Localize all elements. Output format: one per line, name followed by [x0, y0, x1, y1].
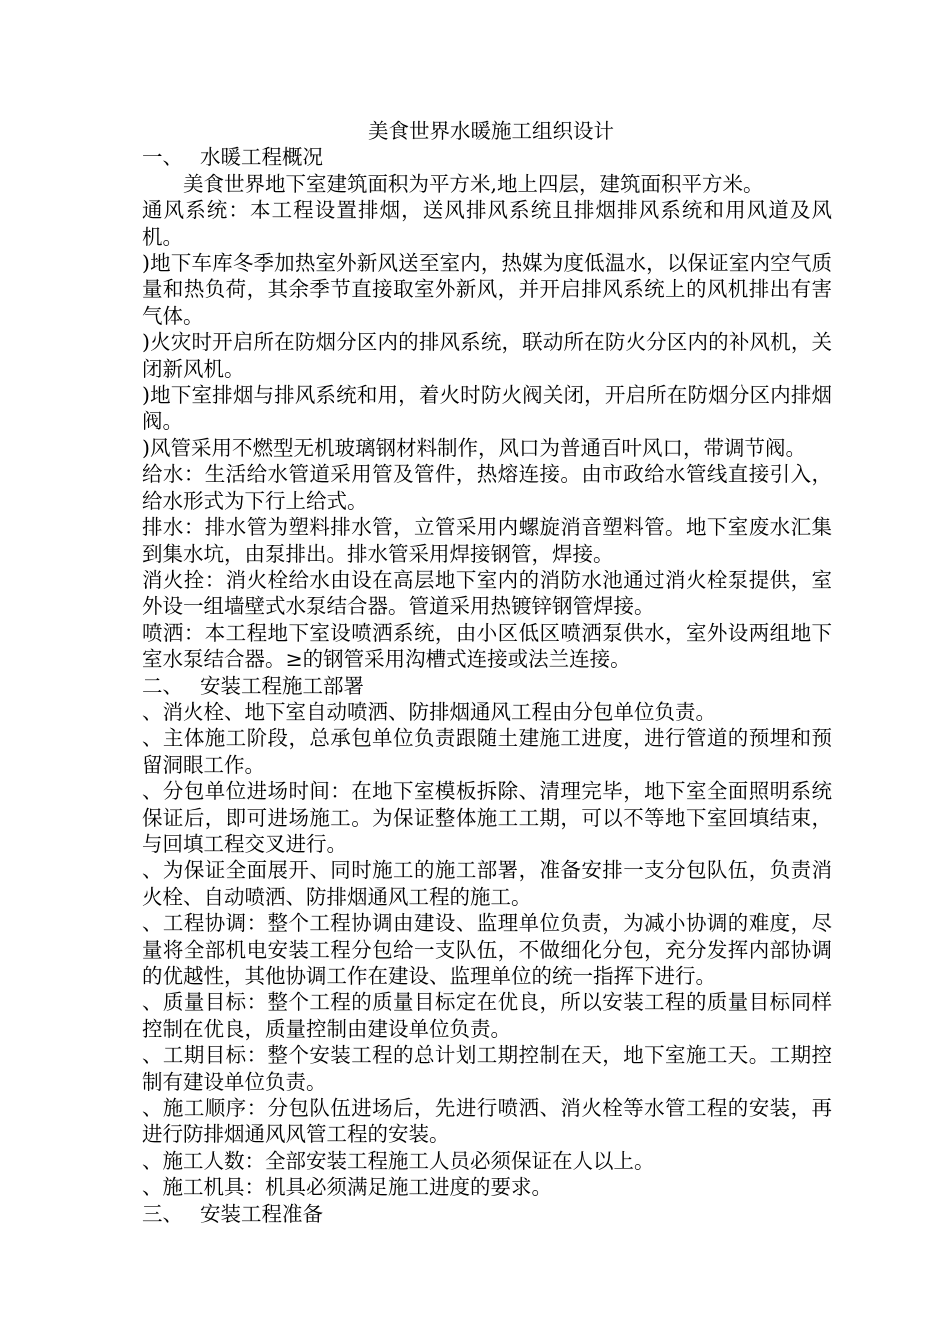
- section-title-3: 安装工程准备: [200, 1201, 323, 1226]
- paragraph: 通风系统：本工程设置排烟，送风排风系统且排烟排风系统和用风道及风机。: [142, 198, 832, 249]
- paragraph: )风管采用不燃型无机玻璃钢材料制作，风口为普通百叶风口，带调节阀。: [142, 435, 806, 460]
- paragraph: 美食世界地下室建筑面积为平方米,地上四层，建筑面积平方米。: [183, 171, 764, 196]
- paragraph: 、施工人数：全部安装工程施工人员必须保证在人以上。: [142, 1148, 655, 1173]
- document-page: [142, 118, 832, 1227]
- paragraph: 给水：生活给水管道采用管及管件，热熔连接。由市政给水管线直接引入，给水形式为下行上给式。: [142, 462, 832, 513]
- section-number-3: 三、: [142, 1201, 183, 1226]
- paragraph: 、工程协调：整个工程协调由建设、监理单位负责，为减小协调的难度，尽量将全部机电安装工程分包给一支队伍，不做细化分包，充分发挥内部协调的优越性，其他协调工作在建设、监理单位的统一指挥下进行。: [142, 911, 832, 988]
- section-heading-2: [142, 673, 832, 699]
- paragraph: 喷洒：本工程地下室设喷洒系统，由小区低区喷洒泵供水，室外设两组地下室水泵结合器。≥的钢管采用沟槽式连接或法兰连接。: [142, 620, 832, 672]
- paragraph: 、主体施工阶段，总承包单位负责跟随土建施工进度，进行管道的预埋和预留洞眼工作。: [142, 726, 832, 777]
- paragraph: 、施工机具：机具必须满足施工进度的要求。: [142, 1175, 552, 1200]
- paragraph: 排水：排水管为塑料排水管，立管采用内螺旋消音塑料管。地下室废水汇集到集水坑，由泵排出。排水管采用焊接钢管，焊接。: [142, 515, 832, 566]
- document-title: 美食世界水暖施工组织设计: [368, 119, 614, 143]
- paragraph: )地下室排烟与排风系统和用，着火时防火阀关闭，开启所在防烟分区内排烟阀。: [142, 383, 832, 434]
- paragraph: 、消火栓、地下室自动喷洒、防排烟通风工程由分包单位负责。: [142, 699, 716, 724]
- section-title-2: 安装工程施工部署: [200, 673, 364, 698]
- paragraph: 、施工顺序：分包队伍进场后，先进行喷洒、消火栓等水管工程的安装，再进行防排烟通风风管工程的安装。: [142, 1096, 832, 1147]
- paragraph: 、为保证全面展开、同时施工的施工部署，准备安排一支分包队伍，负责消火栓、自动喷洒、防排烟通风工程的施工。: [142, 858, 832, 909]
- paragraph: 、质量目标：整个工程的质量目标定在优良，所以安装工程的质量目标同样控制在优良，质量控制由建设单位负责。: [142, 990, 832, 1041]
- paragraph: 、工期目标：整个安装工程的总计划工期控制在天，地下室施工天。工期控制有建设单位负责。: [142, 1043, 832, 1094]
- paragraph: 、分包单位进场时间：在地下室模板拆除、清理完毕，地下室全面照明系统保证后，即可进场施工。为保证整体施工工期，可以不等地下室回填结束，与回填工程交叉进行。: [142, 779, 832, 856]
- section-number-1: 一、: [142, 145, 183, 170]
- section-title-1: 水暖工程概况: [200, 145, 323, 170]
- section-heading-3: [142, 1201, 832, 1227]
- paragraph: 消火拴：消火栓给水由设在高层地下室内的消防水池通过消火栓泵提供，室外设一组墙壁式水泵结合器。管道采用热镀锌钢管焊接。: [142, 567, 832, 619]
- section-heading-1: [142, 144, 832, 170]
- paragraph: )地下车库冬季加热室外新风送至室内，热媒为度低温水，以保证室内空气质量和热负荷，其余季节直接取室外新风，并开启排风系统上的风机排出有害气体。: [142, 251, 832, 328]
- paragraph: )火灾时开启所在防烟分区内的排风系统，联动所在防火分区内的补风机，关闭新风机。: [142, 330, 832, 381]
- section-number-2: 二、: [142, 673, 183, 698]
